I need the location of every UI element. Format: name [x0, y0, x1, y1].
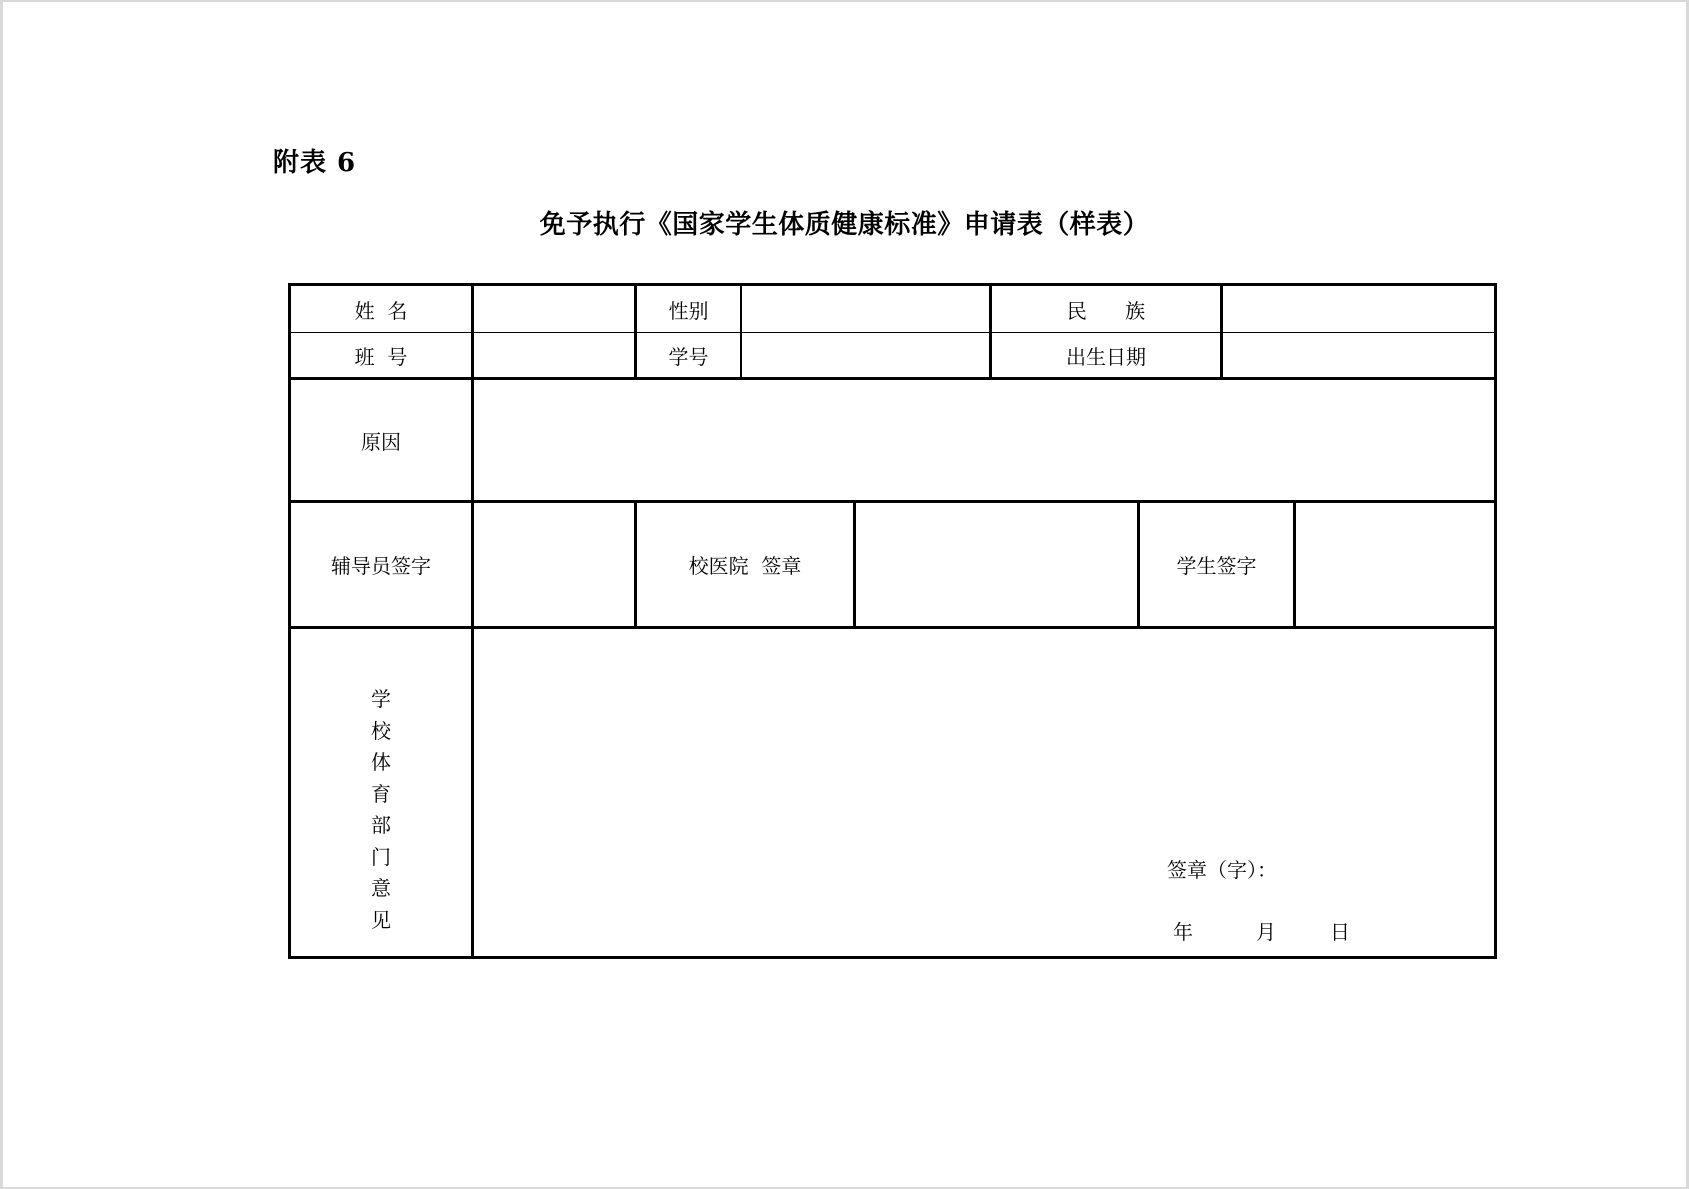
clinic-seal-label-text: 校医院 签章 — [688, 554, 802, 578]
reason-label — [291, 380, 471, 500]
date-year-label: 年 — [1173, 920, 1193, 944]
pe-dept-opinion-char: 见 — [371, 907, 391, 932]
pe-dept-opinion-label — [291, 629, 471, 956]
student-id-label — [637, 333, 740, 377]
gender-label-text: 性别 — [668, 298, 709, 323]
document-title — [3, 204, 1686, 241]
student-signature-field[interactable] — [1296, 503, 1494, 626]
student-id-label-text: 学号 — [668, 344, 709, 369]
ethnicity-label — [992, 286, 1220, 332]
reason-label-text: 原因 — [361, 429, 401, 454]
ethnicity-field[interactable] — [1223, 286, 1494, 332]
pe-dept-opinion-char: 体 — [371, 750, 391, 774]
student-signature-label — [1140, 503, 1293, 626]
student-signature-label-text: 学生签字 — [1176, 554, 1257, 578]
clinic-seal-field[interactable] — [856, 503, 1137, 626]
pe-dept-opinion-char: 育 — [371, 781, 391, 806]
counselor-signature-field[interactable] — [474, 503, 634, 626]
page — [3, 2, 1686, 1187]
reason-field[interactable] — [474, 380, 1494, 500]
pe-dept-opinion-char: 部 — [371, 813, 391, 837]
ethnicity-label-text: 民 族 — [1066, 298, 1146, 323]
gender-label — [637, 286, 740, 332]
clinic-seal-label — [637, 503, 853, 626]
pe-dept-opinion-char: 意 — [371, 876, 391, 900]
birthdate-label-text: 出生日期 — [1066, 344, 1146, 369]
birthdate-label — [992, 333, 1220, 377]
name-label — [291, 286, 471, 332]
application-form-table — [288, 283, 1497, 959]
name-field[interactable] — [474, 286, 634, 332]
class-field[interactable] — [474, 333, 634, 377]
pe-dept-opinion-field[interactable] — [474, 629, 1494, 956]
gender-field[interactable] — [742, 286, 989, 332]
student-id-field[interactable] — [742, 333, 989, 377]
counselor-signature-label-text: 辅导员签字 — [331, 554, 431, 578]
class-label-text: 班 号 — [354, 344, 408, 369]
birthdate-field[interactable] — [1223, 333, 1494, 377]
seal-label: 签章（字）： — [1167, 858, 1277, 882]
pe-dept-opinion-char: 学 — [371, 687, 391, 711]
counselor-signature-label — [291, 503, 471, 626]
pe-dept-opinion-char: 校 — [371, 718, 391, 743]
pe-dept-opinion-char: 门 — [371, 844, 391, 869]
date-month-label: 月 — [1256, 920, 1276, 944]
class-label — [291, 333, 471, 377]
document-title-text: 免予执行《国家学生体质健康标准》申请表（样表） — [539, 210, 1150, 240]
document-label: 附表 6 — [273, 148, 357, 178]
date-day-label: 日 — [1330, 920, 1350, 944]
name-label-text: 姓 名 — [354, 298, 408, 323]
